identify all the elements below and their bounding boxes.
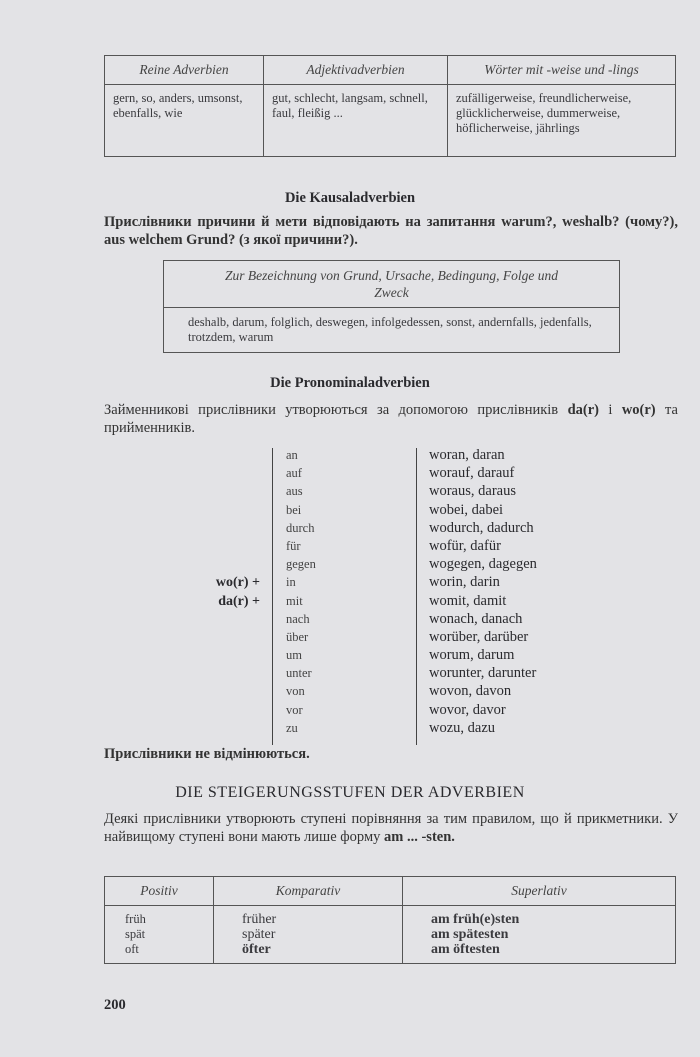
positiv-cell: früh spät oft [105,906,214,964]
preposition-item: für [286,538,301,553]
preposition-item: gegen [286,557,316,572]
preposition-list [286,446,316,737]
table-header: Reine Adverbien [105,56,264,85]
prefix-da: da(r) + [218,594,260,609]
preposition-item: zu [286,720,298,735]
note: Прислівники не відмінюються. [104,746,310,762]
section-heading: DIE STEIGERUNGSSTUFEN DER ADVERBIEN [175,784,525,801]
table-header: Zur Bezeichnung von Grund, Ursache, Bedingung, Folge und Zweck [164,261,620,308]
preposition-item: in [286,575,296,590]
table-cell: gern, so, anders, umsonst, ebenfalls, wie [105,85,264,157]
preposition-item: um [286,648,302,663]
preposition-item: nach [286,611,310,626]
result-item: worüber, darüber [429,628,529,645]
preposition-item: vor [286,702,303,717]
preposition-item: an [286,448,298,462]
section-heading: Die Pronominaladverbien [270,375,430,391]
preposition-item: mit [286,593,303,608]
table-header: Wörter mit -weise und -lings [448,56,676,85]
kausal-table [163,260,620,353]
preposition-item: bei [286,502,302,517]
result-item: wodurch, dadurch [429,519,534,536]
result-item: wozu, dazu [429,719,496,736]
result-item: wofür, dafür [429,537,501,554]
result-item: worunter, darunter [429,665,537,682]
preposition-item: auf [286,466,302,481]
page-number: 200 [104,997,126,1013]
table-header: Superlativ [403,877,676,906]
result-item: wovor, davor [429,701,506,718]
prefix-wo: wo(r) + [215,575,260,590]
result-item: woran, daran [429,447,505,463]
steigerung-table [104,876,676,964]
result-item: wobei, dabei [429,501,504,518]
table-cell: deshalb, darum, folglich, deswegen, infolgedessen, sonst, andernfalls, jedenfalls, trotzdem, warum [164,308,620,353]
table-header: Positiv [105,877,214,906]
paragraph: Деякі прислівники утворюють ступені порівняння за тим правилом, що й прикметники. У найвищому ступені вони мають лише форму am ... -sten. [104,811,678,845]
adverb-types-table [104,55,676,157]
result-list [429,446,537,737]
komparativ-cell: früher später öfter [214,906,403,964]
result-item: wovon, davon [429,683,512,700]
table-cell: zufälligerweise, freundlicherweise, glücklicherweise, dummerweise, höflicherweise, jährlings [448,85,676,157]
paragraph: Займенникові прислівники утворюються за допомогою прислівників da(r) і wo(r) та прийменників. [104,402,678,436]
table-cell: gut, schlecht, langsam, schnell, faul, fleißig ... [264,85,448,157]
preposition-item: aus [286,484,303,499]
preposition-item: durch [286,520,315,535]
result-item: womit, damit [429,592,507,609]
preposition-item: von [286,684,305,699]
table-header: Adjektivadverbien [264,56,448,85]
preposition-item: unter [286,666,312,681]
divider [416,448,417,745]
divider [272,448,273,745]
superlativ-cell: am früh(e)sten am spätesten am öftesten [403,906,676,964]
result-item: woraus, daraus [429,483,516,500]
result-item: worin, darin [429,574,500,591]
paragraph: Прислівники причини й мети відповідають на запитання warum?, weshalb? (чому?), aus welchem Grund? (з якої причини?). [104,214,678,248]
section-heading: Die Kausaladverbien [284,190,416,206]
result-item: wogegen, dagegen [429,556,537,573]
result-item: worauf, darauf [429,465,515,482]
preposition-item: über [286,629,309,644]
result-item: worum, darum [429,647,515,664]
result-item: wonach, danach [429,610,523,627]
table-header: Komparativ [214,877,403,906]
